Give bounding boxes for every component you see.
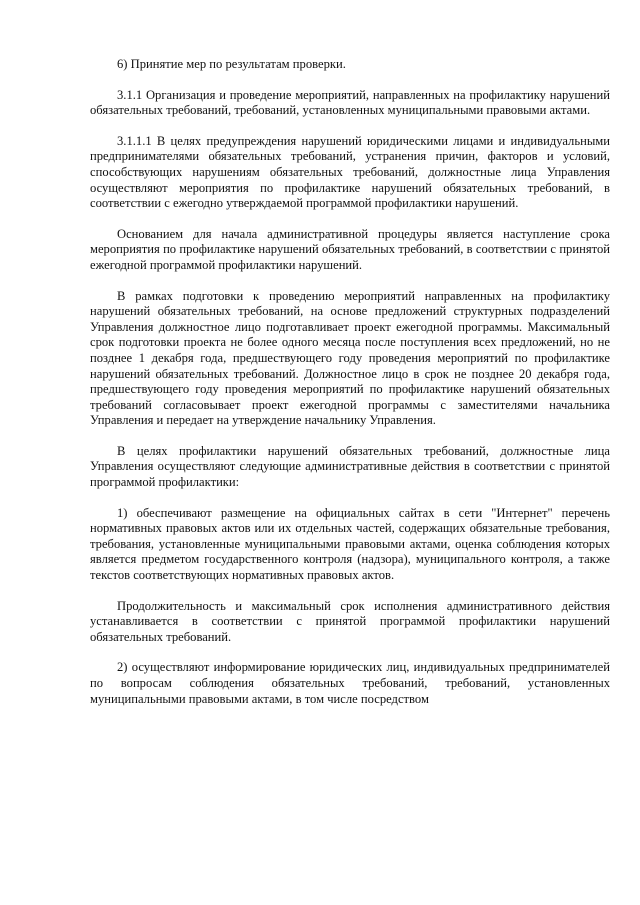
paragraph-7: 1) обеспечивают размещение на официальных сайтах в сети "Интернет" перечень нормативных правовых актов или их отдельных частей, содержащих обязательные требования, требования, установленные муниципальными правовыми актами, оценка соблюдения которых является предметом государственного контроля (надзора), муниципального контроля, а также текстов соответствующих нормативных правовых актов. (90, 505, 610, 583)
paragraph-4: Основанием для начала административной процедуры является наступление срока мероприятия по профилактике нарушений обязательных требований, в соответствии с принятой ежегодной программой профилактики нарушений. (90, 226, 610, 272)
document-body (90, 57, 610, 707)
paragraph-6: В целях профилактики нарушений обязательных требований, должностные лица Управления осуществляют следующие административные действия в соответствии с принятой программой профилактики: (90, 443, 610, 490)
paragraph-5: В рамках подготовки к проведению мероприятий направленных на профилактику нарушений обязательных требований, на основе предложений структурных подразделений Управления должностное лицо подготавливает проект ежегодной программы. Максимальный срок подготовки проекта не более одного месяца после поступления всех предложений, но не позднее 1 декабря года, предшествующего году проведения мероприятий по профилактике нарушений обязательных требований. Должностное лицо в срок не позднее 20 декабря года, предшествующего году проведения мероприятий по профилактике нарушений обязательных требований согласовывает проект ежегодной программы с заместителями начальника Управления и передает на утверждение начальнику Управления. (90, 288, 610, 428)
paragraph-9: 2) осуществляют информирование юридических лиц, индивидуальных предпринимателей по вопросам соблюдения обязательных требований, требований, установленных муниципальными правовыми актами, в том числе посредством (90, 660, 610, 706)
paragraph-3: 3.1.1.1 В целях предупреждения нарушений юридическими лицами и индивидуальными предпринимателями обязательных требований, устранения причин, факторов и условий, способствующих нарушениям обязательных требований, должностные лица Управления осуществляют мероприятия по профилактике нарушений обязательных требований, в соответствии с ежегодно утверждаемой программой профилактики нарушений. (90, 133, 610, 211)
paragraph-2: 3.1.1 Организация и проведение мероприятий, направленных на профилактику нарушений обязательных требований, требований, установленных муниципальными правовыми актами. (90, 87, 610, 118)
paragraph-8: Продолжительность и максимальный срок исполнения административного действия устанавливается в соответствии с принятой программой профилактики нарушений обязательных требований. (90, 598, 610, 644)
paragraph-1: 6) Принятие мер по результатам проверки. (117, 57, 346, 71)
